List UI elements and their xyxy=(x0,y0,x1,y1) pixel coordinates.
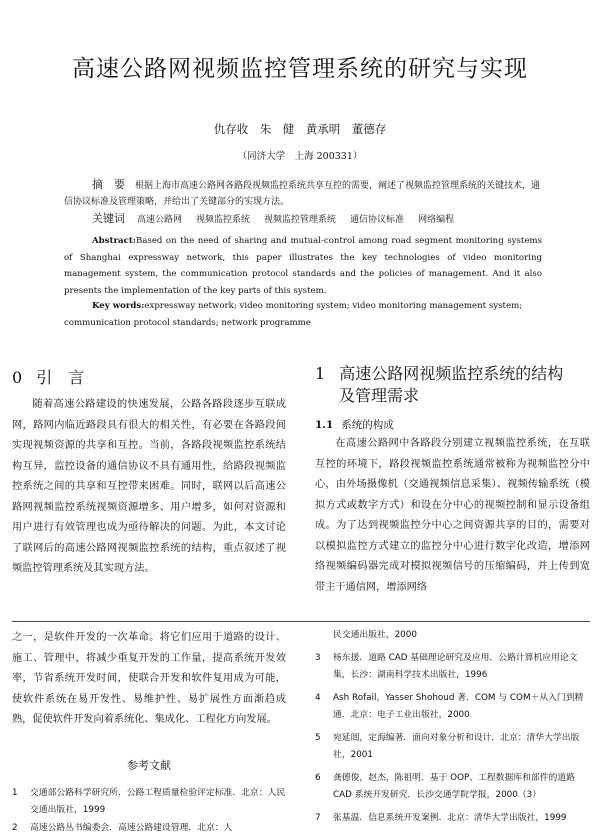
section-1-paragraph: 在高速公路网中各路段分别建立视频监控系统，在互联互控的环境下，路段视频监控系统通常被称为视频监控分中心，由外场摄像机（交通视频信息采集）、视频传输系统（模拟方式或数字方式）和设在分中心的视频控制和显示设备组成。为了达到视频监控分中心之间资源共享的目的，需要对以模拟监控方式建立的监控分中心进行数字化改造，增添网络视频编码器完成对模拟视频信号的压缩编码，并上传到宽带主干通信网，增添网络 xyxy=(315,438,590,593)
reference-item xyxy=(315,690,590,724)
continuation-paragraph: 之一，是软件开发的一次革命。将它们应用于道路的设计、施工、管理中，将减少重复开发的工作量，提高系统开发效率，节省系统开发时间，使联合开发和软件复用成为可能，使软件系统在易开发性、易维护性、易扩展性方面渐趋成熟，促使软件开发向着系统化、集成化、工程化方向发展。 xyxy=(12,632,286,725)
continuation-body xyxy=(12,628,286,731)
authors: 仇存收 朱 健 黄承明 董德存 xyxy=(213,122,387,136)
subsection-1-1-number: 1.1 xyxy=(315,419,334,431)
reference-number: 7 xyxy=(315,813,321,823)
reference-text: 龚德俊，赵杰，陈祖明．基于 OOP、工程数据库和部件的道路 CAD 系统开发研究．长沙交通学院学报，2000（3） xyxy=(333,773,575,800)
abstract-en-label: Abstract: xyxy=(92,236,136,246)
keyword-cn: 视频监控管理系统 xyxy=(264,215,337,225)
references-right xyxy=(315,627,590,828)
reference-text: 民交通出版社，2000 xyxy=(333,630,417,640)
column-divider xyxy=(12,621,590,622)
abstract-cn xyxy=(64,177,542,210)
reference-number: 5 xyxy=(315,733,321,743)
abstract-en-text: Based on the need of sharing and mutual-control among road segment monitoring systems of Shanghai expressway network, this paper illustrates the key technologies of video monitoring management system, the communication protocol standards and the policies of management. And it also presents the implementation of the key parts of this system. xyxy=(64,236,542,296)
reference-item xyxy=(315,770,590,804)
reference-text: Ash Rofail，Yasser Shohoud 著．COM 与 COM＋从入门到精通．北京：电子工业出版社，2000 xyxy=(333,693,584,720)
reference-text: 张基温．信息系统开发案例．北京：清华大学出版社，1999 xyxy=(333,813,567,823)
keywords-en-text: expressway network; video monitoring system; video monitoring management system; communication protocol standards; network programme xyxy=(64,301,523,328)
section-0-number: 0 xyxy=(12,368,23,387)
paper-title: 高速公路网视频监控管理系统的研究与实现 xyxy=(72,56,528,82)
reference-text: 交通部公路科学研究所．公路工程质量检验评定标准．北京：人民交通出版社，1999 xyxy=(30,788,286,815)
keywords-cn xyxy=(64,211,542,228)
section-1-title-line2: 及管理需求 xyxy=(339,386,420,405)
reference-text: 宛延闿，定海编著．面向对象分析和设计．北京：清华大学出版社，2001 xyxy=(333,733,580,760)
keywords-en xyxy=(64,298,542,331)
keyword-cn: 视频监控系统 xyxy=(196,215,251,225)
reference-item xyxy=(315,627,590,644)
subsection-1-1-title: 系统的构成 xyxy=(341,419,394,431)
section-1-heading xyxy=(315,363,590,407)
keyword-cn: 通信协议标准 xyxy=(350,215,405,225)
reference-number: 4 xyxy=(315,693,321,703)
references-title: 参考文献 xyxy=(127,759,171,772)
abstract-en xyxy=(64,233,542,299)
reference-number: 3 xyxy=(315,653,321,663)
section-1-title-line1: 高速公路网视频监控系统的结构 xyxy=(339,364,564,383)
subsection-1-1-heading xyxy=(315,417,394,432)
keywords-cn-label: 关键词 xyxy=(92,212,125,225)
reference-number: 1 xyxy=(12,788,18,798)
abstract-cn-text: 根据上海市高速公路网各路段视频监控系统共享互控的需要，阐述了视频监控管理系统的关键技术，通信协议标准及管理策略，并给出了关键部分的实现方法。 xyxy=(64,181,541,207)
keyword-cn: 网络编程 xyxy=(418,215,455,225)
reference-item xyxy=(315,730,590,764)
section-0-heading xyxy=(12,365,84,388)
affiliation: （同济大学 上海 200331） xyxy=(237,151,363,162)
reference-number: 2 xyxy=(12,823,18,833)
reference-item xyxy=(315,650,590,684)
section-1-body xyxy=(315,434,590,598)
section-1-number: 1 xyxy=(315,364,326,383)
section-0-body xyxy=(12,395,286,580)
reference-item xyxy=(12,785,286,819)
reference-number: 6 xyxy=(315,773,321,783)
reference-text: 杨东援．道路 CAD 基础理论研究及应用．公路计算机应用论文集，长沙：湖南科学技术出版社，1996 xyxy=(333,653,578,680)
section-0-paragraph: 随着高速公路建设的快速发展，公路各路段逐步互联成网，路网内临近路段具有很大的相关性，有必要在各路段间实现视频资源的共享和互控。当前，各路段视频监控系统结构互异，监控设备的通信协议不具有通用性，给路段视频监控系统之间的共享和互控带来困难。同时，联网以后高速公路网视频监控系统视频资源增多、用户增多，如何对资源和用户进行有效管理也成为亟待解决的问题。为此，本文讨论了联网后的高速公路网视频监控系统的结构，重点叙述了视频监控管理系统及其实现方法。 xyxy=(12,399,286,574)
reference-text: 高速公路丛书编委会．高速公路建设管理．北京：人 xyxy=(30,823,233,833)
abstract-cn-label: 摘 要 xyxy=(92,178,125,191)
references-left xyxy=(12,785,286,838)
section-0-title: 引 言 xyxy=(36,368,85,387)
reference-item xyxy=(12,820,286,837)
keywords-en-label: Key words: xyxy=(92,301,145,311)
keyword-cn: 高速公路网 xyxy=(137,215,183,225)
reference-item xyxy=(315,810,590,827)
